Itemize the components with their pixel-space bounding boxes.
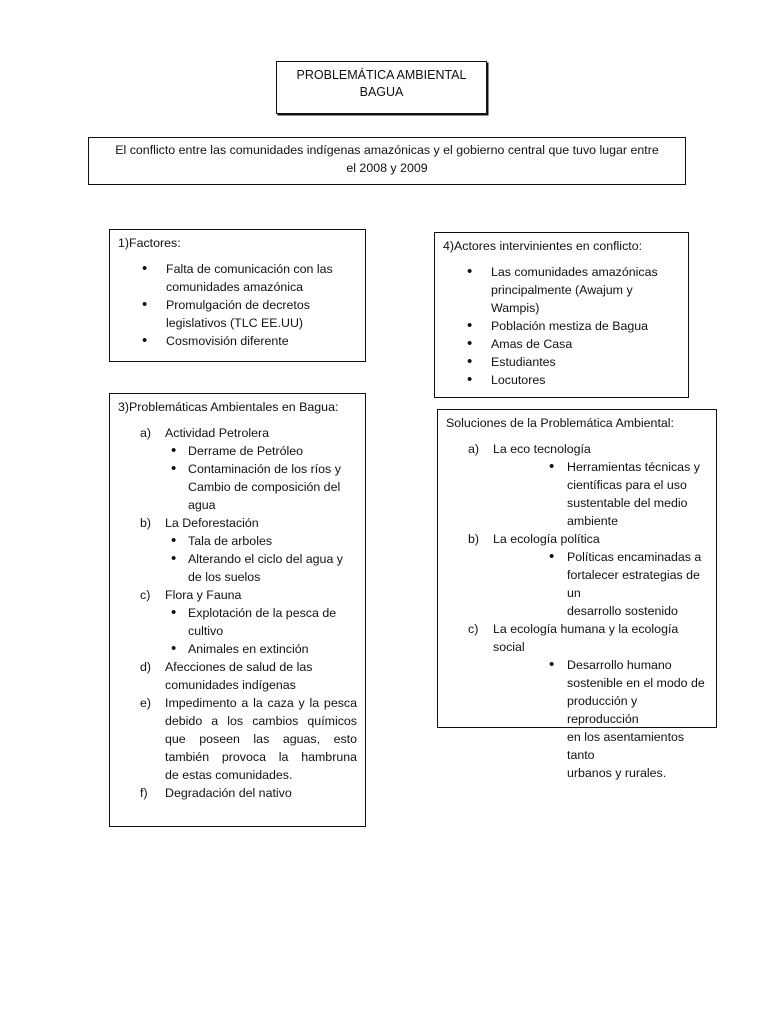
sub-list [165, 442, 357, 514]
list-item-text: • Falta de comunicación con las [166, 262, 333, 276]
list-item-text: comunidades indígenas [165, 678, 296, 692]
list-item-text: Flora y Fauna [165, 588, 242, 602]
sub-list-item-text: en los asentamientos tanto [567, 730, 685, 762]
list-item [443, 317, 680, 335]
list-item-body [493, 620, 708, 656]
list-item [446, 440, 708, 530]
list-item [118, 514, 357, 586]
list-item-text: • Estudiantes [491, 355, 556, 369]
problematicas-box [109, 393, 366, 827]
list-item-text: debido a los cambios químicos [165, 714, 357, 728]
title-box [276, 61, 487, 114]
list-marker: b) [140, 516, 152, 530]
list-item-body [165, 424, 357, 442]
sub-list-item-text: agua [188, 498, 216, 512]
problematicas-heading: 3)Problemáticas Ambientales en Bagua: [118, 400, 339, 414]
soluciones-box [437, 409, 717, 780]
list-item [446, 620, 708, 782]
soluciones-list [446, 440, 708, 782]
factores-heading: 1)Factores: [118, 236, 181, 250]
list-item-text: Wampis) [491, 301, 540, 315]
sub-list-item-text: producción y reproducción [567, 694, 639, 726]
list-item [118, 424, 357, 514]
list-item [443, 335, 680, 353]
title-line-2: BAGUA [359, 85, 404, 99]
sub-list-item-text: • Animales en extinción [188, 642, 309, 656]
list-item-text: • Las comunidades amazónicas [491, 265, 658, 279]
list-marker: c) [468, 622, 479, 636]
sub-list-item-text: • Explotación de la pesca de [188, 606, 337, 620]
sub-list-item-text: de los suelos [188, 570, 261, 584]
list-item-body [165, 586, 357, 604]
list-item-text: Afecciones de salud de las [165, 660, 313, 674]
sub-list-item [165, 460, 357, 514]
list-marker: b) [468, 532, 480, 546]
list-item-body [493, 530, 708, 548]
list-marker: d) [140, 660, 152, 674]
list-item-text: legislativos (TLC EE.UU) [166, 316, 304, 330]
list-item [118, 260, 357, 296]
sub-list-item [493, 458, 708, 530]
list-item-text: • Locutores [491, 373, 546, 387]
list-item-text: social [493, 640, 525, 654]
sub-list-item [493, 548, 708, 620]
list-item-text: principalmente (Awajum y [491, 283, 633, 297]
list-item-text: también provoca la hambruna [165, 750, 357, 764]
sub-list-item [165, 550, 357, 586]
sub-list-item-text: • Desarrollo humano [567, 658, 672, 672]
sub-list-item-text: urbanos y rurales. [567, 766, 667, 780]
list-item [443, 263, 680, 317]
list-item-text: • Población mestiza de Bagua [491, 319, 649, 333]
sub-list-item-text: cultivo [188, 624, 224, 638]
sub-list-item-text: sustentable del medio [567, 496, 688, 510]
list-item [443, 371, 680, 389]
list-item-text: comunidades amazónica [166, 280, 304, 294]
sub-list-item-text: ambiente [567, 514, 618, 528]
list-item-text: La Deforestación [165, 516, 259, 530]
sub-list [493, 458, 708, 530]
soluciones-heading: Soluciones de la Problemática Ambiental: [446, 416, 674, 430]
list-item-body [165, 514, 357, 532]
sub-list-item [165, 604, 357, 640]
list-item [118, 694, 357, 784]
sub-list-item-text: científicas para el uso [567, 478, 687, 492]
list-item-text: Actividad Petrolera [165, 426, 269, 440]
list-item-text: • Cosmovisión diferente [166, 334, 289, 348]
sub-list-item-text: • Alterando el ciclo del agua y [188, 552, 343, 566]
factores-box [109, 229, 366, 362]
list-marker: f) [140, 786, 148, 800]
list-marker: c) [140, 588, 151, 602]
sub-list-item-text: • Contaminación de los ríos y [188, 462, 341, 476]
sub-list-item-text: • Derrame de Petróleo [188, 444, 304, 458]
list-item [443, 353, 680, 371]
list-marker: e) [140, 696, 152, 710]
list-item-body [165, 658, 357, 694]
list-item [118, 332, 357, 350]
intro-line-1: El conflicto entre las comunidades indígenas amazónicas y el gobierno central que tuvo lugar entre [115, 143, 659, 157]
sub-list [493, 656, 708, 782]
list-item [446, 530, 708, 620]
list-item-text: La eco tecnología [493, 442, 591, 456]
actores-heading: 4)Actores intervinientes en conflicto: [443, 239, 643, 253]
list-item [118, 586, 357, 658]
list-marker: a) [468, 442, 480, 456]
list-marker: a) [140, 426, 152, 440]
sub-list-item-text: fortalecer estrategias de un [567, 568, 700, 600]
list-item [118, 296, 357, 332]
intro-line-2: el 2008 y 2009 [346, 161, 428, 175]
sub-list-item-text: desarrollo sostenido [567, 604, 678, 618]
sub-list-item-text: • Políticas encaminadas a [567, 550, 702, 564]
sub-list-item-text: • Tala de arboles [188, 534, 273, 548]
factores-list [118, 260, 357, 350]
list-item-text: La ecología política [493, 532, 600, 546]
sub-list-item [493, 656, 708, 782]
title-line-1: PROBLEMÁTICA AMBIENTAL [296, 68, 467, 82]
actores-list [443, 263, 680, 389]
list-item-text: La ecología humana y la ecología [493, 622, 679, 636]
list-item [118, 658, 357, 694]
intro-box [88, 137, 686, 185]
sub-list-item [165, 640, 357, 658]
list-item-text: • Promulgación de decretos [166, 298, 310, 312]
sub-list-item-text: sostenible en el modo de [567, 676, 705, 690]
sub-list-item [165, 532, 357, 550]
list-item-text: Degradación del nativo [165, 786, 292, 800]
problematicas-list [118, 424, 357, 802]
sub-list [165, 604, 357, 658]
list-item-text: • Amas de Casa [491, 337, 573, 351]
sub-list [165, 532, 357, 586]
list-item-body [493, 440, 708, 458]
sub-list-item [165, 442, 357, 460]
list-item-text: de estas comunidades. [165, 768, 293, 782]
list-item-text: Impedimento a la caza y la pesca [165, 696, 357, 710]
list-item [118, 784, 357, 802]
sub-list [493, 548, 708, 620]
list-item-body [165, 694, 357, 784]
list-item-body [165, 784, 357, 802]
actores-box [434, 232, 689, 398]
list-item-text: que poseen las aguas, esto [165, 732, 357, 746]
sub-list-item-text: • Herramientas técnicas y [567, 460, 700, 474]
sub-list-item-text: Cambio de composición del [188, 480, 341, 494]
